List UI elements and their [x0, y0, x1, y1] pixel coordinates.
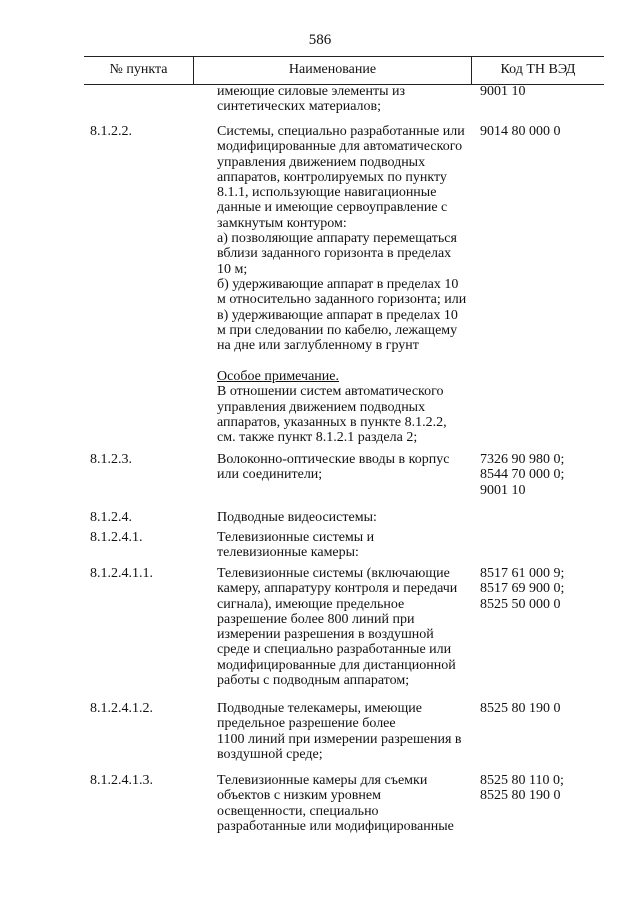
name-line: модифицированные для дистанционной	[217, 657, 456, 673]
name-line: синтетических материалов;	[217, 99, 382, 115]
name-line: управления движением подводных	[217, 399, 426, 415]
item-code	[480, 124, 610, 139]
item-name	[217, 452, 475, 483]
header-item-number: № пункта	[109, 62, 168, 77]
name-line: работы с подводным аппаратом;	[217, 673, 410, 689]
item-code	[480, 773, 610, 804]
code-line: 7326 90 980 0;	[480, 452, 565, 467]
code-line: 8525 50 000 0	[480, 596, 561, 612]
code-line: 8544 70 000 0;	[480, 467, 565, 483]
name-line: разработанные или модифицированные	[217, 818, 454, 834]
name-line: м относительно заданного горизонта; или	[217, 292, 467, 308]
item-name	[217, 510, 475, 525]
name-line: управления движением подводных	[217, 154, 426, 170]
note-title: Особое примечание.	[217, 369, 339, 384]
item-number: 8.1.2.4.1.	[90, 530, 143, 545]
name-line: или соединители;	[217, 467, 323, 483]
name-line: 8.1.1, использующие навигационные	[217, 185, 437, 201]
item-name	[217, 566, 475, 688]
code-line: 8517 69 900 0;	[480, 581, 565, 597]
name-line: а) позволяющие аппарату перемещаться	[217, 231, 457, 247]
name-line: вблизи заданного горизонта в пределах	[217, 246, 452, 262]
item-code	[480, 452, 610, 498]
code-line: 9001 10	[480, 84, 526, 99]
name-line: предельное разрешение более	[217, 716, 396, 732]
name-line: имеющие силовые элементы из	[217, 84, 406, 99]
item-number: 8.1.2.3.	[90, 452, 132, 467]
name-line: Телевизионные системы и	[217, 530, 375, 545]
item-code	[480, 566, 610, 612]
item-number: 8.1.2.4.1.2.	[90, 701, 153, 716]
name-line: см. также пункт 8.1.2.1 раздела 2;	[217, 430, 418, 446]
item-name	[217, 84, 475, 115]
name-line: м при следовании по кабелю, лежащему	[217, 322, 458, 338]
name-line: замкнутым контуром:	[217, 215, 347, 231]
code-line: 9014 80 000 0	[480, 124, 561, 139]
table-header	[84, 56, 604, 85]
name-line: Телевизионные системы (включающие	[217, 566, 450, 581]
item-number: 8.1.2.4.1.3.	[90, 773, 153, 788]
name-line: 1100 линий при измерении разрешения в	[217, 731, 462, 747]
item-name	[217, 701, 475, 762]
item-number: 8.1.2.4.1.1.	[90, 566, 153, 581]
name-line: воздушной среде;	[217, 746, 323, 762]
name-line: камеру, аппаратуру контроля и передачи	[217, 581, 458, 597]
item-number: 8.1.2.2.	[90, 124, 132, 139]
item-name	[217, 369, 475, 445]
page-number: 586	[308, 32, 332, 48]
name-line: разрешение более 800 линий при	[217, 611, 415, 627]
name-line: Телевизионные камеры для съемки	[217, 773, 428, 788]
name-line: среде и специально разработанные или	[217, 642, 452, 658]
name-line: данные и имеющие сервоуправление с	[217, 200, 448, 216]
name-line: 10 м;	[217, 261, 248, 277]
name-line: В отношении систем автоматического	[217, 384, 444, 400]
item-number: 8.1.2.4.	[90, 510, 132, 525]
header-code: Код ТН ВЭД	[500, 62, 576, 77]
name-line: Подводные телекамеры, имеющие	[217, 701, 423, 716]
name-line: б) удерживающие аппарат в пределах 10	[217, 276, 459, 292]
item-code	[480, 701, 610, 716]
name-line: освещенности, специально	[217, 803, 379, 819]
name-line: Волоконно-оптические вводы в корпус	[217, 452, 450, 467]
code-line: 9001 10	[480, 482, 526, 498]
code-line: 8525 80 110 0;	[480, 773, 564, 788]
code-line: 8525 80 190 0	[480, 701, 561, 716]
code-line: 8525 80 190 0	[480, 788, 561, 804]
name-line: измерении разрешения в воздушной	[217, 627, 434, 643]
name-line: объектов с низким уровнем	[217, 788, 381, 804]
name-line: в) удерживающие аппарат в пределах 10	[217, 307, 458, 323]
name-line: на дне или заглубленному в грунт	[217, 338, 419, 354]
name-line: Подводные видеосистемы:	[217, 510, 377, 525]
item-code	[480, 84, 610, 99]
name-line: сигнала), имеющие предельное	[217, 596, 405, 612]
header-name: Наименование	[288, 62, 377, 77]
item-name	[217, 530, 475, 561]
code-line: 8517 61 000 9;	[480, 566, 565, 581]
name-line: телевизионные камеры:	[217, 545, 359, 561]
item-name	[217, 124, 475, 353]
name-line: аппаратов, указанных в пункте 8.1.2.2,	[217, 414, 447, 430]
name-line: аппаратов, контролируемых по пункту	[217, 169, 447, 185]
item-name	[217, 773, 475, 834]
name-line: модифицированные для автоматического	[217, 139, 463, 155]
name-line: Системы, специально разработанные или	[217, 124, 465, 139]
